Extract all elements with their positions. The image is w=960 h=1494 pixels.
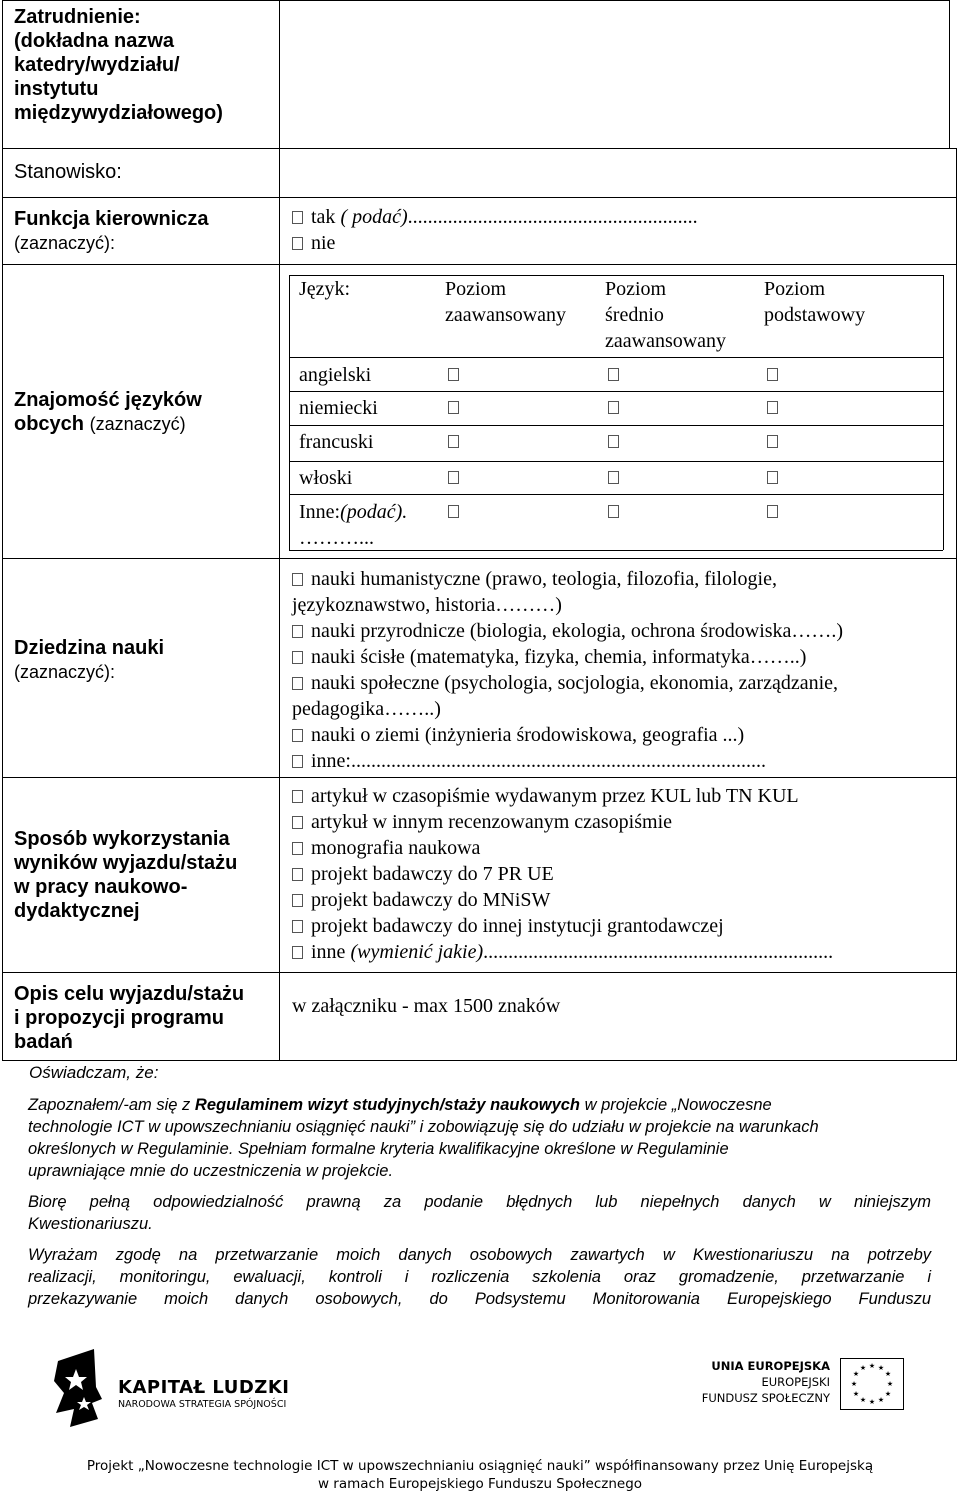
field-social-checkbox[interactable]: [292, 677, 303, 690]
usage-monograph[interactable]: monografia naukowa: [292, 835, 480, 861]
italian-advanced-checkbox[interactable]: [448, 471, 459, 484]
management-yes-option[interactable]: tak ( podać)..........................................................: [292, 204, 698, 230]
field-social[interactable]: nauki społeczne (psychologia, socjologia, ekonomia, zarządzanie,: [292, 670, 838, 696]
usage-kul-article[interactable]: artykuł w czasopiśmie wydawanym przez KUL lub TN KUL: [292, 783, 799, 809]
languages-label: Znajomość języków obcych (zaznaczyć): [14, 389, 202, 435]
german-advanced-checkbox[interactable]: [448, 401, 459, 414]
usage-grant-checkbox[interactable]: [292, 920, 303, 933]
svg-text:★: ★: [886, 1380, 894, 1388]
lang-italian: włoski: [299, 467, 353, 489]
purpose-value: w załączniku - max 1500 znaków: [292, 995, 561, 1017]
declaration-p3: Wyrażam zgodę na przetwarzanie moich danych osobowych zawartych w Kwestionariuszu na potrzeby realizacji, monitoringu, ewaluacji, kontroli i rozliczenia szkolenia oraz gromadzenie, przetwarzanie i przekazywanie moich danych osobowych, do Podsystemu Monitorowania Europejskiego Funduszu: [28, 1246, 931, 1308]
management-yes-checkbox[interactable]: [292, 211, 303, 224]
usage-other[interactable]: inne (wymienić jakie)......................................................................: [292, 939, 833, 965]
usage-kul-article-checkbox[interactable]: [292, 790, 303, 803]
usage-other-journal[interactable]: artykuł w innym recenzowanym czasopiśmie: [292, 809, 672, 835]
field-humanities[interactable]: nauki humanistyczne (prawo, teologia, filozofia, filologie,: [292, 566, 777, 592]
usage-mnisw[interactable]: projekt badawczy do MNiSW: [292, 887, 550, 913]
col-basic: Poziom podstawowy: [764, 278, 866, 326]
other-advanced-checkbox[interactable]: [448, 505, 459, 518]
eu-logo: [690, 1358, 930, 1418]
lang-french: francuski: [299, 431, 374, 453]
svg-text:★: ★: [877, 1364, 885, 1372]
kapital-ludzki-logo: [52, 1347, 312, 1427]
usage-label: Sposób wykorzystania wyników wyjazdu/stażu w pracy naukowo- dydaktycznej: [14, 828, 238, 922]
svg-text:★: ★: [884, 1390, 892, 1398]
french-intermediate-checkbox[interactable]: [608, 435, 619, 448]
svg-text:★: ★: [850, 1380, 858, 1388]
eu-logo-line3: FUNDUSZ SPOŁECZNY: [701, 1391, 830, 1405]
svg-text:★: ★: [859, 1396, 867, 1404]
svg-text:★: ★: [852, 1370, 860, 1378]
usage-other-checkbox[interactable]: [292, 946, 303, 959]
usage-7pr[interactable]: projekt badawczy do 7 PR UE: [292, 861, 554, 887]
italian-intermediate-checkbox[interactable]: [608, 471, 619, 484]
other-basic-checkbox[interactable]: [767, 505, 778, 518]
management-no-checkbox[interactable]: [292, 237, 303, 250]
french-basic-checkbox[interactable]: [767, 435, 778, 448]
declaration-title: Oświadczam, że:: [29, 1063, 159, 1082]
usage-monograph-checkbox[interactable]: [292, 842, 303, 855]
kapital-ludzki-title: KAPITAŁ LUDZKI: [118, 1377, 290, 1398]
field-social-cont: pedagogika……..): [292, 698, 441, 720]
field-natural-checkbox[interactable]: [292, 625, 303, 638]
position-label: Stanowisko:: [14, 161, 122, 183]
declaration-p2: Biorę pełną odpowiedzialność prawną za podanie błędnych lub niepełnych danych w niniejszym Kwestionariuszu.: [28, 1193, 931, 1233]
col-language: Język:: [299, 278, 351, 300]
management-no-option[interactable]: nie: [292, 230, 335, 256]
german-basic-checkbox[interactable]: [767, 401, 778, 414]
management-label: Funkcja kierownicza (zaznaczyć):: [14, 208, 209, 253]
usage-7pr-checkbox[interactable]: [292, 868, 303, 881]
col-advanced: Poziom zaawansowany: [445, 278, 567, 326]
svg-text:★: ★: [884, 1370, 892, 1378]
field-other-checkbox[interactable]: [292, 755, 303, 768]
eu-flag-stars-icon: [840, 1358, 904, 1410]
employment-label: Zatrudnienie: (dokładna nazwa katedry/wydziału/ instytutu międzywydziałowego): [14, 6, 223, 124]
purpose-label: Opis celu wyjazdu/stażu i propozycji programu badań: [14, 983, 245, 1053]
field-natural[interactable]: nauki przyrodnicze (biologia, ekologia, ochrona środowiska…….): [292, 618, 843, 644]
other-intermediate-checkbox[interactable]: [608, 505, 619, 518]
usage-mnisw-checkbox[interactable]: [292, 894, 303, 907]
field-exact[interactable]: nauki ścisłe (matematyka, fizyka, chemia, informatyka……..): [292, 644, 806, 670]
lang-other: Inne:(podać). ………...: [299, 501, 408, 549]
svg-text:★: ★: [868, 1398, 876, 1406]
english-basic-checkbox[interactable]: [767, 368, 778, 381]
footer-line2: w ramach Europejskiego Funduszu Społecznego: [317, 1476, 643, 1492]
english-intermediate-checkbox[interactable]: [608, 368, 619, 381]
col-intermediate: Poziom średnio zaawansowany: [605, 278, 727, 352]
field-earth[interactable]: nauki o ziemi (inżynieria środowiskowa, geografia ...): [292, 722, 744, 748]
usage-other-journal-checkbox[interactable]: [292, 816, 303, 829]
usage-grant[interactable]: projekt badawczy do innej instytucji grantodawczej: [292, 913, 724, 939]
field-other[interactable]: inne:...................................................................................: [292, 748, 766, 774]
svg-text:★: ★: [877, 1396, 885, 1404]
lang-english: angielski: [299, 364, 372, 386]
eu-logo-line1: UNIA EUROPEJSKA: [711, 1359, 830, 1373]
svg-text:★: ★: [868, 1362, 876, 1370]
kapital-ludzki-emblem-icon: [52, 1347, 108, 1429]
field-earth-checkbox[interactable]: [292, 729, 303, 742]
svg-text:★: ★: [852, 1390, 860, 1398]
footer-line1: Projekt „Nowoczesne technologie ICT w upowszechnianiu osiągnięć nauki” współfinansowany przez Unię Europejską: [86, 1458, 874, 1474]
field-exact-checkbox[interactable]: [292, 651, 303, 664]
english-advanced-checkbox[interactable]: [448, 368, 459, 381]
declaration-p1: Zapoznałem/-am się z Regulaminem wizyt studyjnych/staży naukowych w projekcie „Nowoczesne technologie ICT w upowszechnianiu osiągnięć nauki” i zobowiązuję się do udziału w projekcie na warunkach określonych w Regulaminie. Spełniam formalne kryteria kwalifikacyjne określone w Regulaminie uprawniające mnie do uczestniczenia w projekcie.: [28, 1096, 819, 1180]
svg-text:★: ★: [859, 1364, 867, 1372]
italian-basic-checkbox[interactable]: [767, 471, 778, 484]
eu-logo-line2: EUROPEJSKI: [761, 1375, 830, 1389]
field-humanities-cont: językoznawstwo, historia………): [292, 594, 562, 616]
field-humanities-checkbox[interactable]: [292, 573, 303, 586]
german-intermediate-checkbox[interactable]: [608, 401, 619, 414]
lang-german: niemiecki: [299, 397, 378, 419]
kapital-ludzki-subtitle: NARODOWA STRATEGIA SPÓJNOŚCI: [118, 1399, 287, 1410]
field-label: Dziedzina nauki (zaznaczyć):: [14, 637, 165, 682]
french-advanced-checkbox[interactable]: [448, 435, 459, 448]
